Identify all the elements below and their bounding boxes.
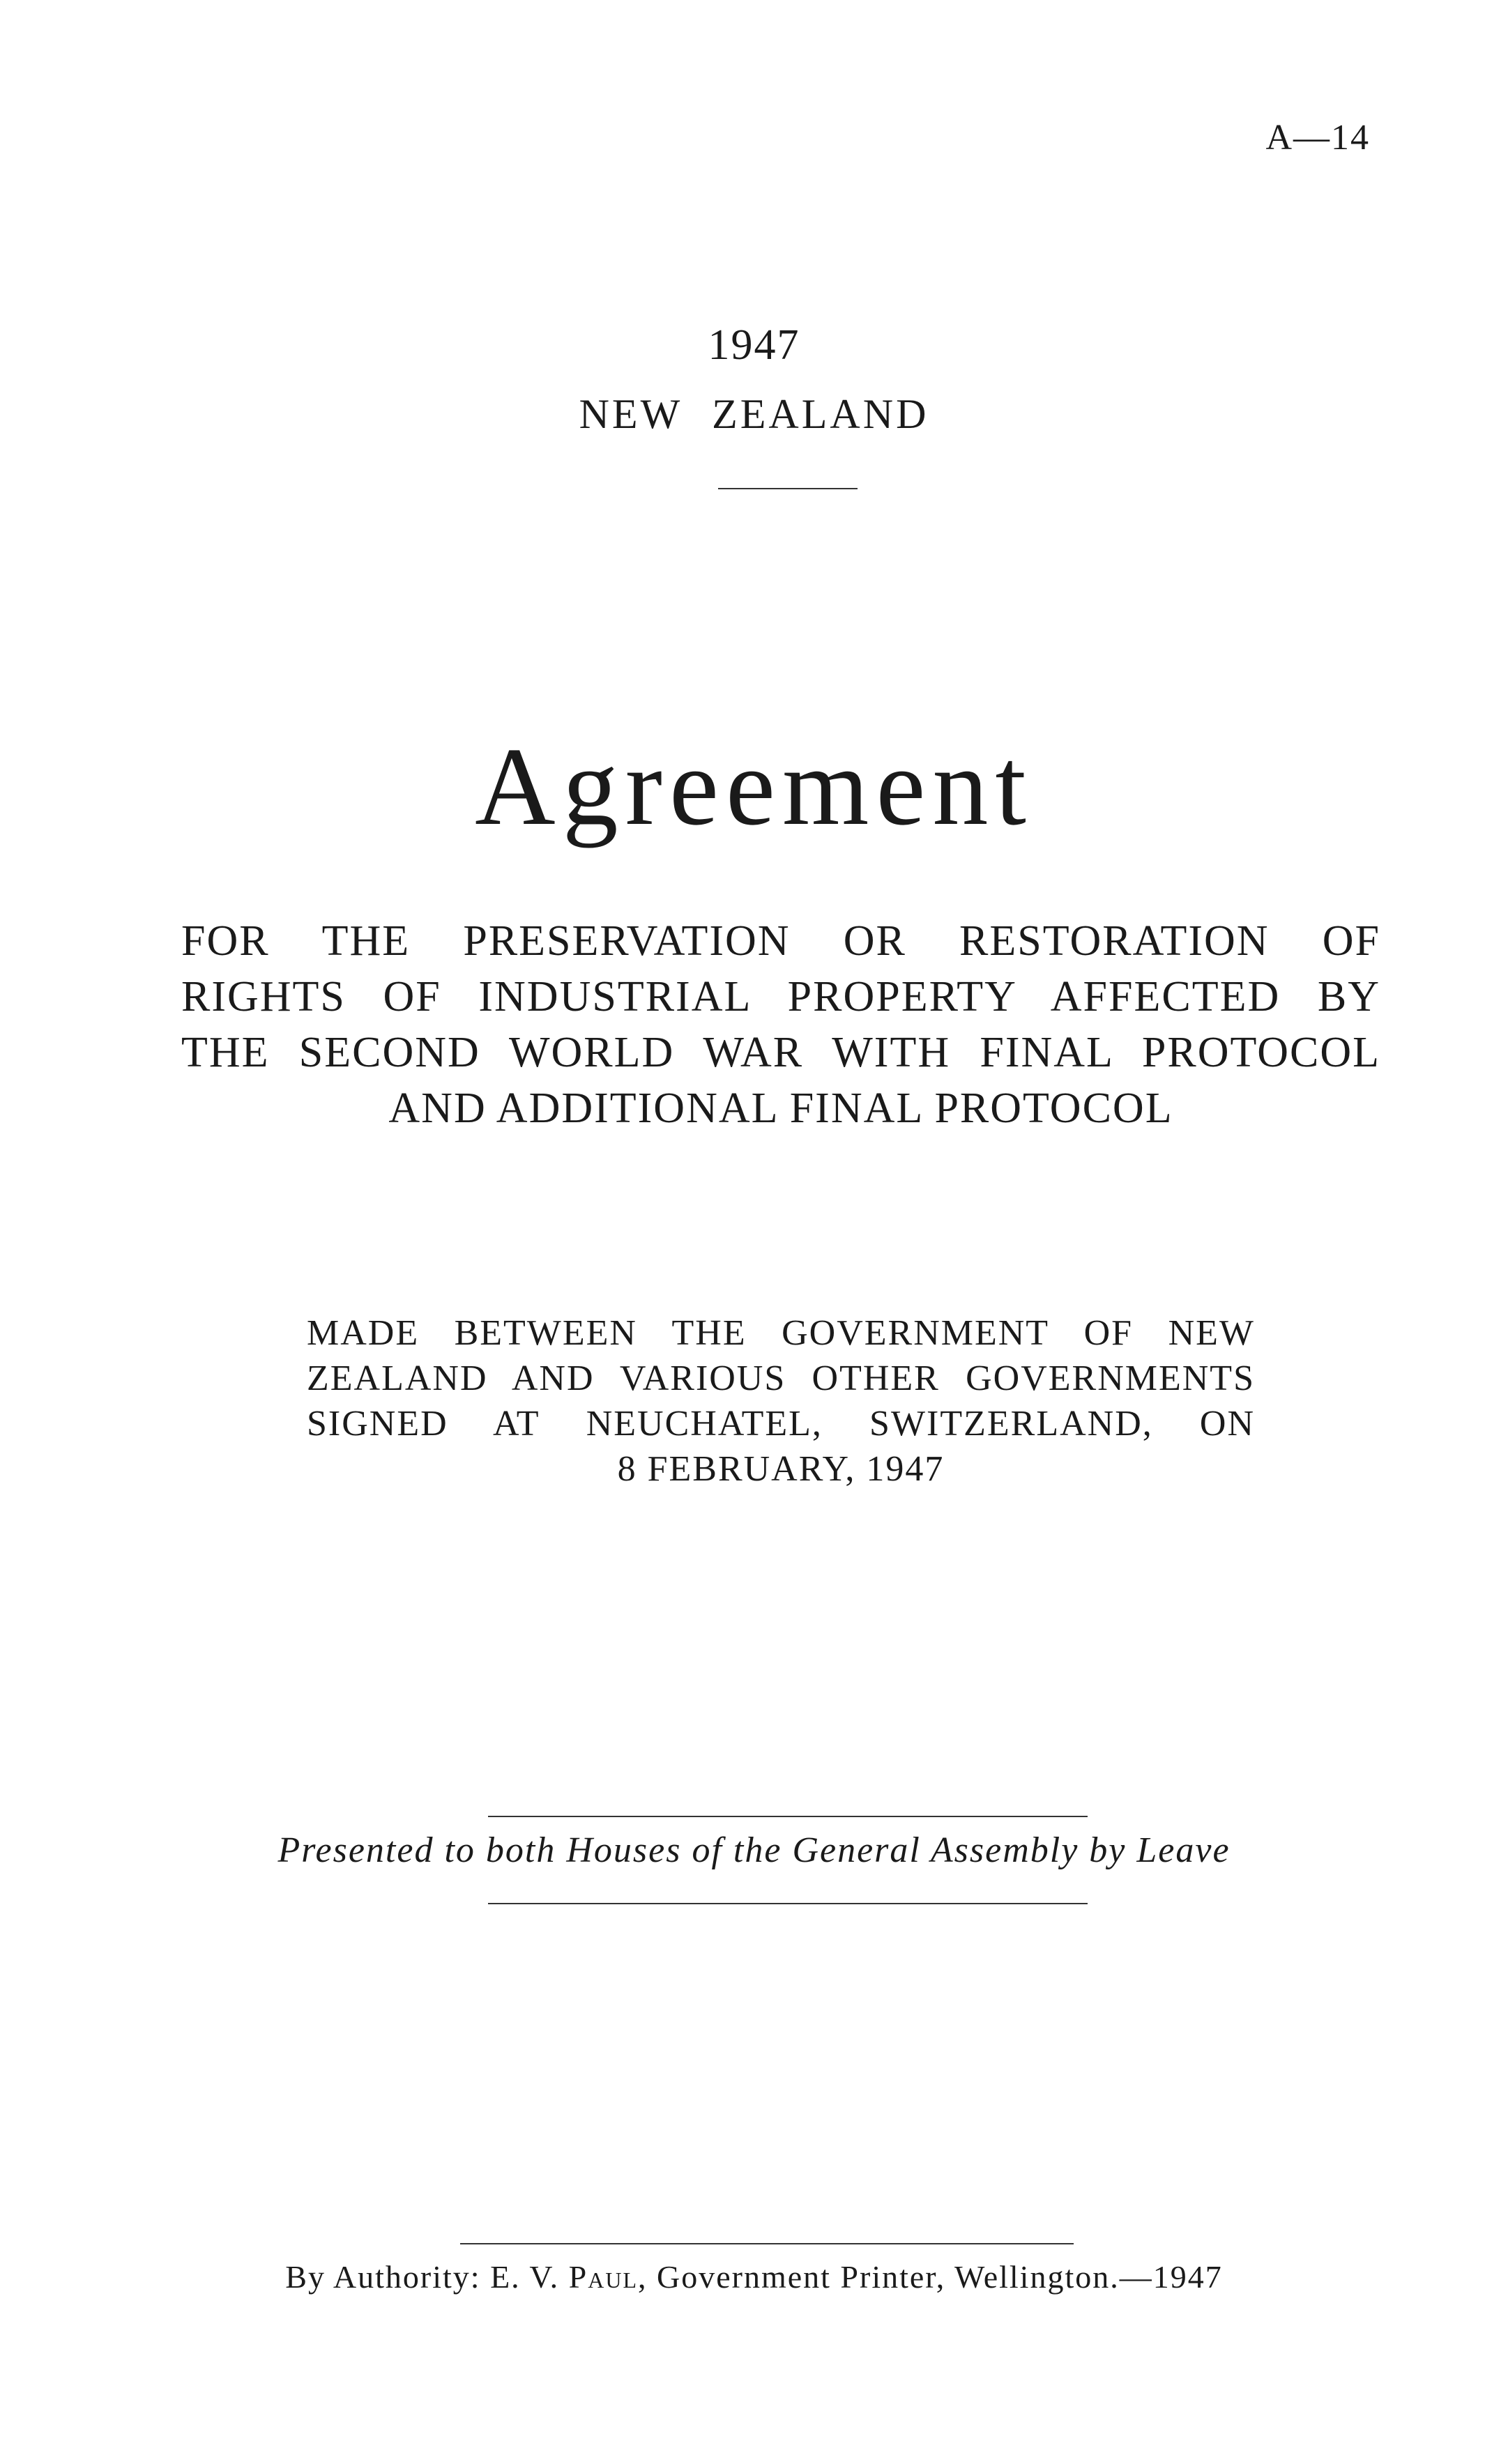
subtitle-line: AND ADDITIONAL FINAL PROTOCOL [388,1085,1173,1132]
divider-rule [460,2243,1074,2244]
country: NEW ZEALAND [579,391,929,437]
divider-rule [488,1816,1088,1817]
subtitle-line: THE SECOND WORLD WAR WITH FINAL PROTOCOL [181,1029,1380,1076]
made-between-statement [307,1310,1255,1492]
imprint-suffix: , Government Printer, Wellington.—1947 [638,2259,1223,2295]
presented-notice: Presented to both Houses of the General Assembly by Leave [277,1830,1231,1870]
document-subtitle [181,913,1380,1136]
printer-imprint [0,2258,1508,2295]
statement-line: 8 FEBRUARY, 1947 [617,1449,945,1489]
subtitle-line: RIGHTS OF INDUSTRIAL PROPERTY AFFECTED BY [181,973,1380,1020]
statement-line: MADE BETWEEN THE GOVERNMENT OF NEW [307,1313,1255,1353]
subtitle-line: FOR THE PRESERVATION OR RESTORATION OF [181,917,1380,965]
divider-rule [718,488,858,489]
imprint-prefix: By Authority: E. V. [285,2259,569,2295]
divider-rule [488,1903,1088,1904]
year: 1947 [708,321,800,369]
printer-name: Paul [568,2259,638,2295]
paper-number: A—14 [1265,118,1370,158]
statement-line: SIGNED AT NEUCHATEL, SWITZERLAND, ON [307,1404,1255,1444]
statement-line: ZEALAND AND VARIOUS OTHER GOVERNMENTS [307,1359,1255,1398]
document-title: Agreement [475,724,1033,848]
